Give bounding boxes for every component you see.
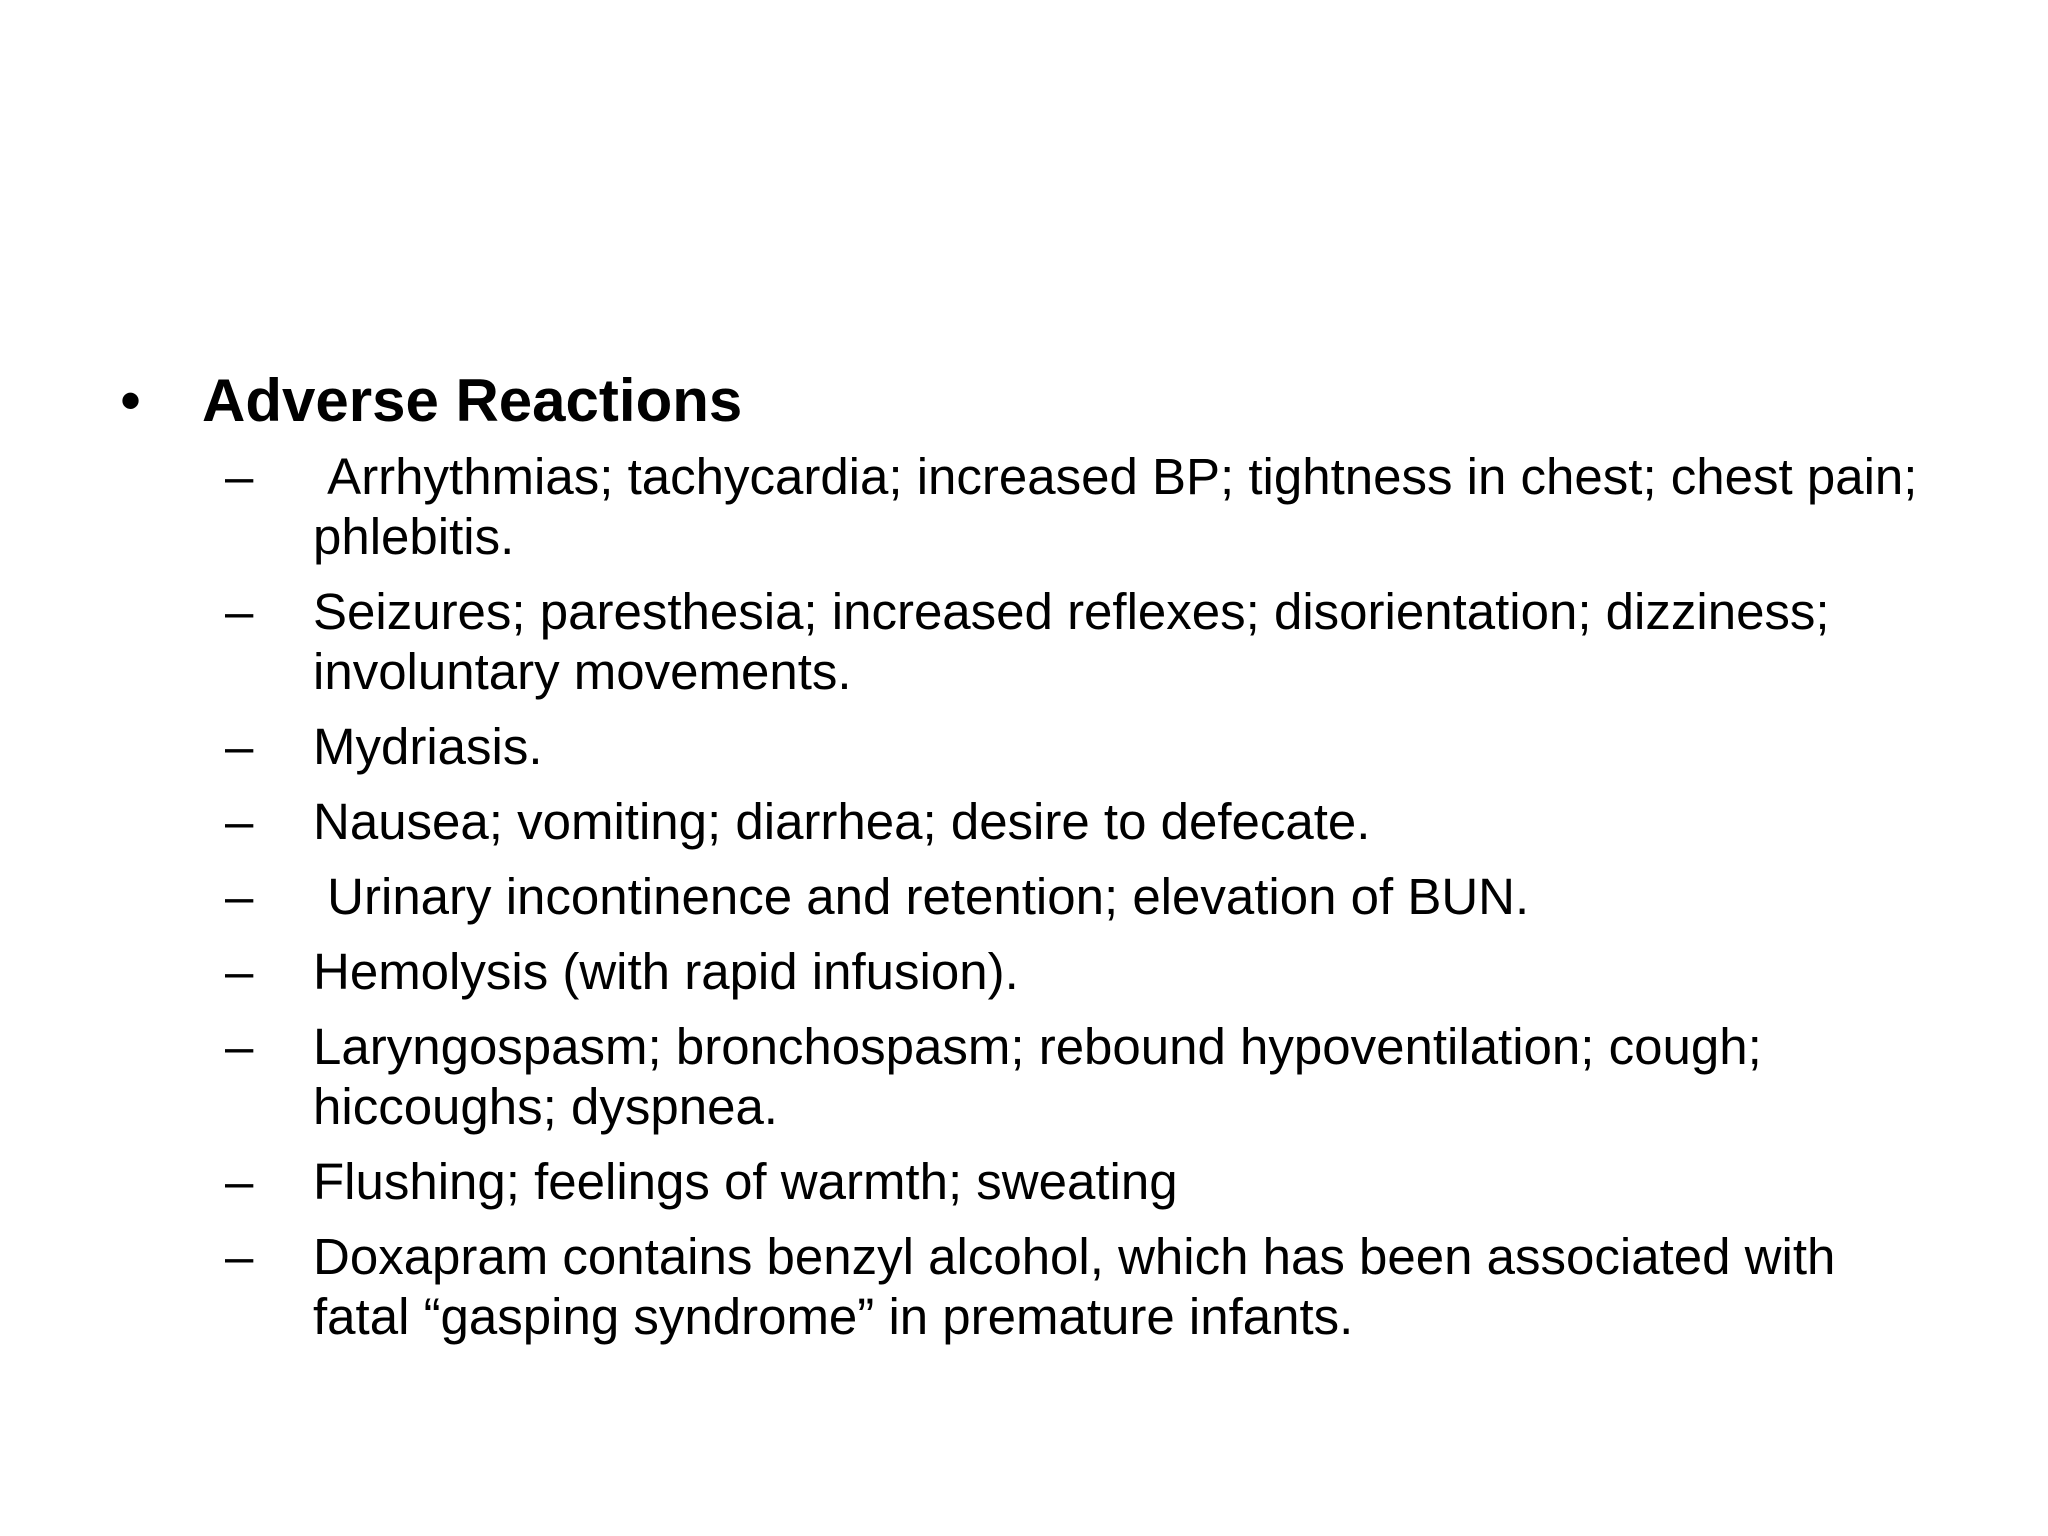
dash-icon: – bbox=[225, 868, 254, 925]
dash-icon: – bbox=[225, 943, 254, 1000]
list-item bbox=[120, 792, 1940, 852]
heading-text: Adverse Reactions bbox=[202, 367, 743, 434]
list-item bbox=[120, 717, 1940, 777]
list-item bbox=[120, 1227, 1940, 1347]
list-item bbox=[120, 1017, 1940, 1137]
list-item-text: Laryngospasm; bronchospasm; rebound hypoventilation; cough; hiccoughs; dyspnea. bbox=[313, 1018, 1776, 1135]
bullet-icon: • bbox=[120, 367, 142, 434]
list-item bbox=[120, 1152, 1940, 1212]
list-item-text: Flushing; feelings of warmth; sweating bbox=[313, 1153, 1178, 1210]
dash-icon: – bbox=[225, 1228, 254, 1285]
adverse-reactions-list bbox=[120, 447, 1940, 1347]
heading-row bbox=[120, 365, 1940, 437]
list-item-text: Mydriasis. bbox=[313, 718, 543, 775]
list-item bbox=[120, 867, 1940, 927]
dash-icon: – bbox=[225, 448, 254, 505]
dash-icon: – bbox=[225, 718, 254, 775]
list-item-text: Doxapram contains benzyl alcohol, which has been associated with fatal “gasping syndrome” in premature infants. bbox=[313, 1228, 1850, 1345]
list-item bbox=[120, 447, 1940, 567]
list-item-text: Urinary incontinence and retention; elevation of BUN. bbox=[313, 868, 1530, 925]
list-item-text: Nausea; vomiting; diarrhea; desire to defecate. bbox=[313, 793, 1371, 850]
list-item-text: Seizures; paresthesia; increased reflexes; disorientation; dizziness; involuntary movements. bbox=[313, 583, 1844, 700]
slide-content bbox=[120, 365, 1940, 1362]
dash-icon: – bbox=[225, 1018, 254, 1075]
dash-icon: – bbox=[225, 1153, 254, 1210]
list-item bbox=[120, 942, 1940, 1002]
list-item-text: Hemolysis (with rapid infusion). bbox=[313, 943, 1019, 1000]
dash-icon: – bbox=[225, 583, 254, 640]
list-item bbox=[120, 582, 1940, 702]
dash-icon: – bbox=[225, 793, 254, 850]
list-item-text: Arrhythmias; tachycardia; increased BP; tightness in chest; chest pain; phlebitis. bbox=[313, 448, 1932, 565]
